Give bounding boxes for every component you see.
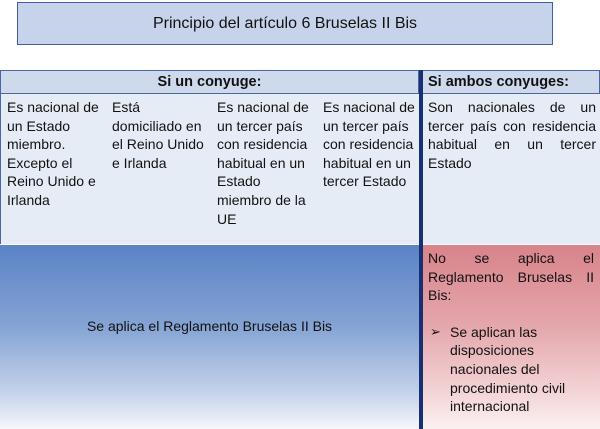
condition-third-country-third-residence: Es nacional de un tercer país con residencia habitual en un tercer Estado <box>323 99 415 190</box>
condition-uk-ireland-domicile: Está domiciliado en el Reino Unido e Irlanda <box>112 99 204 171</box>
header-both-spouses <box>423 70 600 94</box>
outcome-not-applies <box>423 245 600 429</box>
title-text: Principio del artículo 6 Bruselas II Bis <box>152 14 418 32</box>
header-one-spouse <box>0 70 419 94</box>
outcome-applies-text: Se aplica el Reglamento Bruselas II Bis <box>86 318 333 334</box>
outcome-not-applies-heading: No se aplica el Reglamento Bruselas II Bis: <box>428 250 594 304</box>
arrow-bullet-icon: ➢ <box>430 323 441 339</box>
outcome-bullet-text: Se aplican las disposiciones nacionales del procedimiento civil internacional <box>450 323 566 415</box>
comparison-table <box>0 70 600 429</box>
diagram-title <box>17 2 553 45</box>
column-divider <box>419 70 423 429</box>
condition-both-third-country: Son nacionales de un tercer país con residencia habitual en un tercer Estado <box>428 99 596 171</box>
condition-third-country-eu-residence: Es nacional de un tercer país con residencia habitual en un Estado miembro de la UE <box>217 99 309 227</box>
header-one-spouse-label: Si un conyuge: <box>157 74 262 90</box>
outcome-applies <box>0 245 419 429</box>
header-both-spouses-label: Si ambos conyuges: <box>428 74 570 90</box>
outcome-bullet <box>428 323 594 416</box>
condition-eu-national: Es nacional de un Estado miembro. Excepto el Reino Unido e Irlanda <box>7 99 99 208</box>
